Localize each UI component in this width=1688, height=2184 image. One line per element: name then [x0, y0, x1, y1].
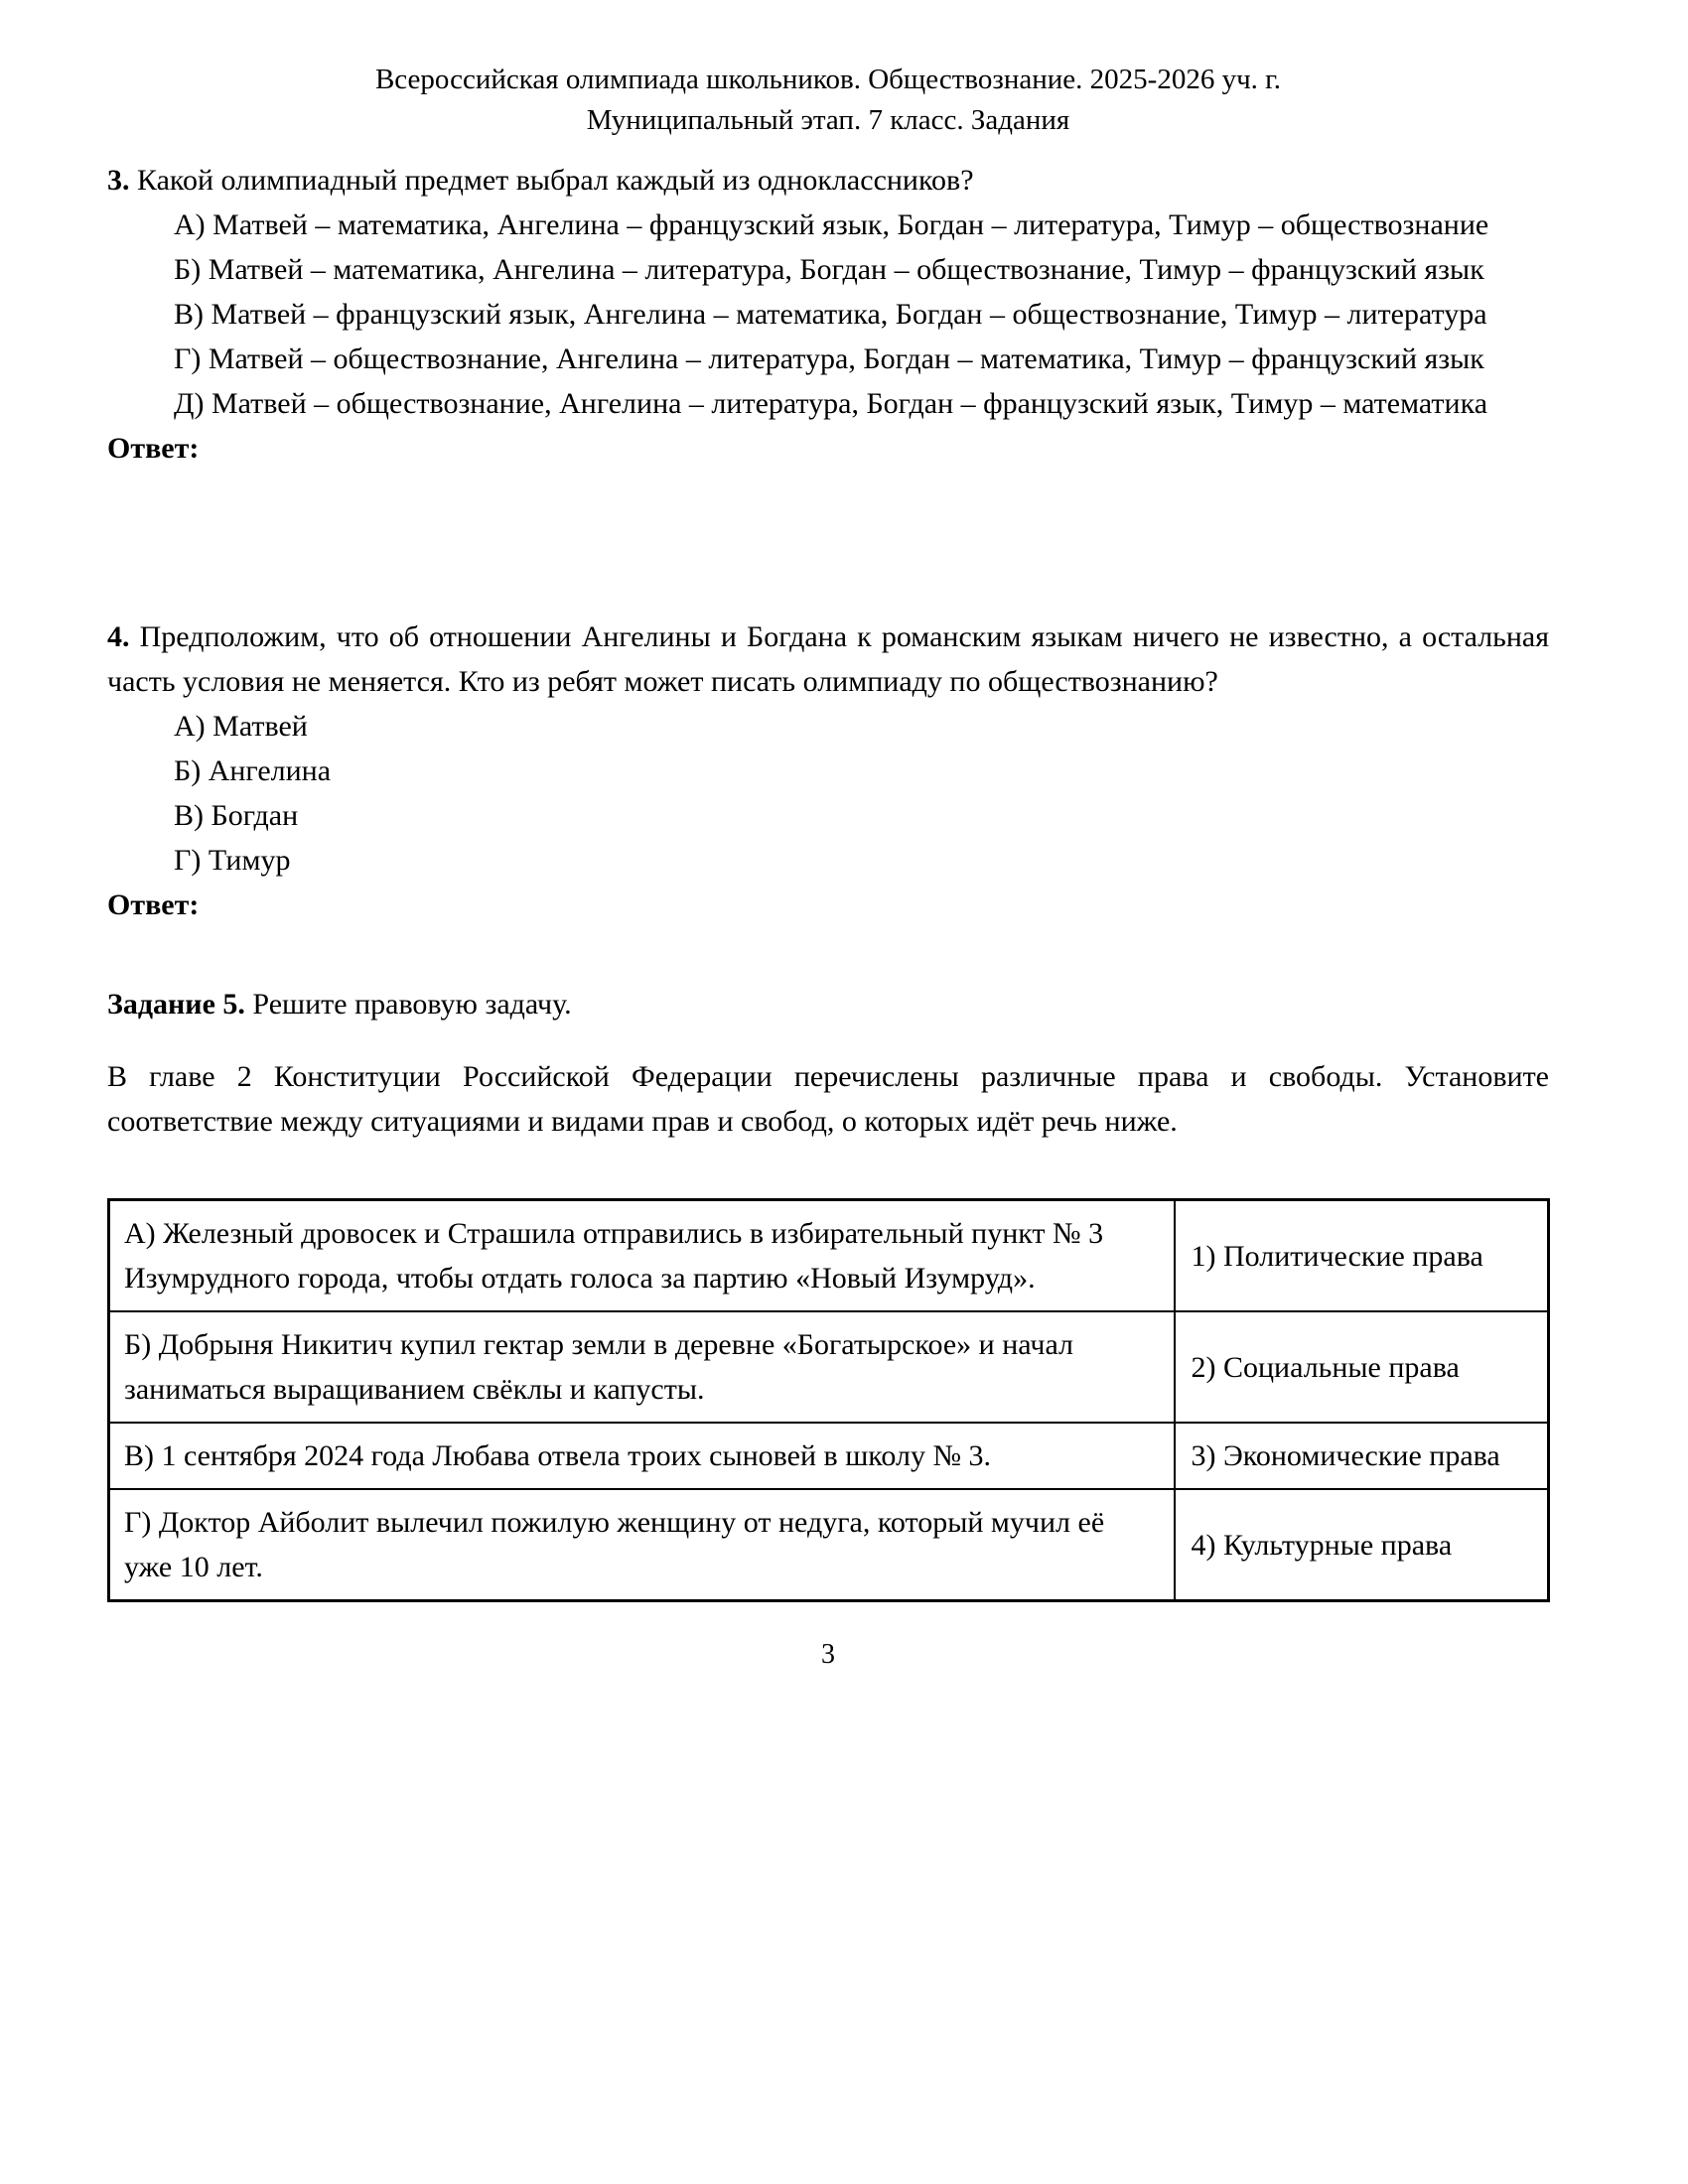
question-3-option-a: А) Матвей – математика, Ангелина – французский язык, Богдан – литература, Тимур – обществознание	[174, 208, 1489, 242]
table-row	[109, 1423, 1549, 1489]
question-3-answer-label: Ответ:	[107, 432, 200, 466]
question-3-option-v: В) Матвей – французский язык, Ангелина – математика, Богдан – обществознание, Тимур – литература	[174, 298, 1487, 332]
question-3-option-b: Б) Матвей – математика, Ангелина – литература, Богдан – обществознание, Тимур – французский язык	[174, 253, 1484, 287]
question-4-text	[107, 614, 1549, 704]
question-4-prompt: Предположим, что об отношении Ангелины и Богдана к романским языкам ничего не известно, а остальная часть условия не меняется. Кто из ребят может писать олимпиаду по обществознанию?	[107, 620, 1550, 699]
question-4-option-g: Г) Тимур	[174, 844, 291, 878]
question-3-option-d: Д) Матвей – обществознание, Ангелина – литература, Богдан – французский язык, Тимур – математика	[174, 387, 1488, 421]
task-5-label: Задание 5.	[107, 988, 245, 1022]
situation-cell-b: Б) Добрыня Никитич купил гектар земли в деревне «Богатырское» и начал заниматься выращиванием свёклы и капусты.	[109, 1311, 1175, 1423]
task-5-title: Решите правовую задачу.	[252, 988, 572, 1022]
question-4-option-b: Б) Ангелина	[174, 754, 332, 788]
page-footer	[107, 1634, 1549, 1676]
page-number: 3	[821, 1639, 835, 1671]
right-type-cell-4: 4) Культурные права	[1175, 1489, 1549, 1601]
question-4-option-v: В) Богдан	[174, 799, 299, 833]
rights-matching-table	[107, 1198, 1550, 1602]
question-4-answer-label: Ответ:	[107, 888, 200, 922]
table-row	[109, 1200, 1549, 1312]
task-5-intro: В главе 2 Конституции Российской Федерации перечислены различные права и свободы. Установите соответствие между ситуациями и видами прав и свобод, о которых идёт речь ниже.	[107, 1060, 1549, 1139]
question-3-text	[107, 158, 1549, 203]
situation-cell-g: Г) Доктор Айболит вылечил пожилую женщину от недуга, который мучил её уже 10 лет.	[109, 1489, 1175, 1601]
question-4-option-a: А) Матвей	[174, 710, 308, 744]
task-5-heading	[107, 982, 1549, 1026]
situation-cell-a: А) Железный дровосек и Страшила отправились в избирательный пункт № 3 Изумрудного города, чтобы отдать голоса за партию «Новый Изумруд».	[109, 1200, 1175, 1312]
right-type-cell-1: 1) Политические права	[1175, 1200, 1549, 1312]
question-3-option-g: Г) Матвей – обществознание, Ангелина – литература, Богдан – математика, Тимур – французский язык	[174, 342, 1484, 376]
document-header	[107, 60, 1549, 140]
question-3-number: 3.	[107, 164, 130, 198]
table-row	[109, 1489, 1549, 1601]
right-type-cell-2: 2) Социальные права	[1175, 1311, 1549, 1423]
situation-cell-v: В) 1 сентября 2024 года Любава отвела троих сыновей в школу № 3.	[109, 1423, 1175, 1489]
header-line-1: Всероссийская олимпиада школьников. Обществознание. 2025-2026 уч. г.	[374, 64, 1282, 95]
right-type-cell-3: 3) Экономические права	[1175, 1423, 1549, 1489]
question-4-number: 4.	[107, 620, 130, 654]
question-3-prompt: Какой олимпиадный предмет выбрал каждый из одноклассников?	[137, 164, 974, 198]
table-row	[109, 1311, 1549, 1423]
question-4	[107, 614, 1549, 927]
header-line-2: Муниципальный этап. 7 класс. Задания	[586, 103, 1070, 136]
question-3	[107, 158, 1549, 471]
